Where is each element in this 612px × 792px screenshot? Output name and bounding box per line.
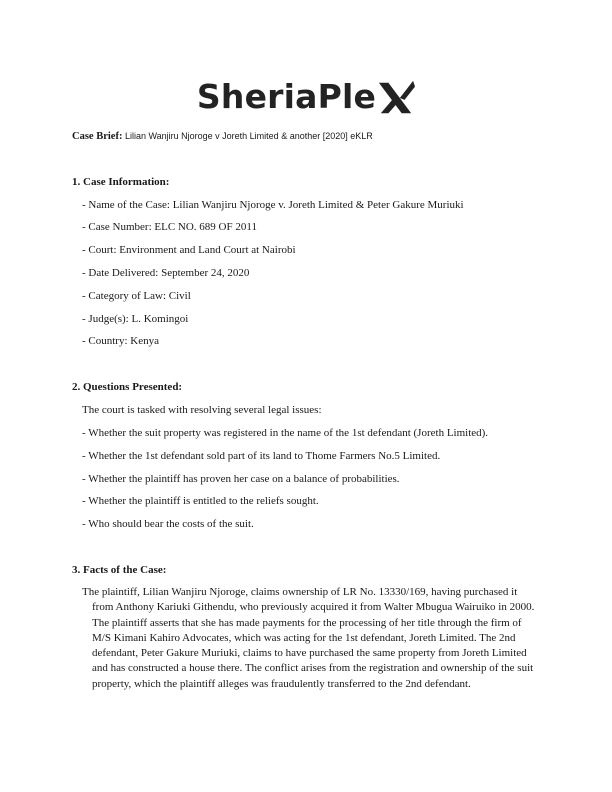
case-info-country: - Country: Kenya: [82, 335, 159, 347]
question-item: - Who should bear the costs of the suit.: [82, 518, 254, 530]
sheriaplex-logo: [0, 70, 612, 122]
question-item: - Whether the suit property was registered in the name of the 1st defendant (Joreth Limited).: [82, 427, 489, 439]
case-brief-title: Lilian Wanjiru Njoroge v Joreth Limited & another [2020] eKLR: [124, 131, 373, 141]
section-heading-case-information: 1. Case Information:: [72, 176, 170, 188]
case-brief-label: Case Brief:: [72, 131, 123, 142]
facts-paragraph: [82, 585, 537, 692]
case-info-name: - Name of the Case: Lilian Wanjiru Njoroge v. Joreth Limited & Peter Gakure Muriuki: [82, 199, 464, 211]
logo-x-mark-icon: [377, 79, 415, 117]
question-item: - Whether the 1st defendant sold part of its land to Thome Farmers No.5 Limited.: [82, 450, 441, 462]
case-info-date: - Date Delivered: September 24, 2020: [82, 267, 250, 279]
question-item: - Whether the plaintiff has proven her case on a balance of probabilities.: [82, 473, 400, 485]
section-heading-questions-presented: 2. Questions Presented:: [72, 381, 183, 393]
questions-intro: The court is tasked with resolving several legal issues:: [82, 404, 322, 416]
case-info-category: - Category of Law: Civil: [82, 290, 191, 302]
facts-body: The plaintiff, Lilian Wanjiru Njoroge, claims ownership of LR No. 13330/169, having purchased it from Anthony Kariuki Githendu, who previously acquired it from Walter Mbugua Wairuiko in 2000. The plaintiff asserts that she has made payments for the processing of her title through the firm of M/S Kimani Kahiro Advocates, which was acting for the 1st defendant, Joreth Limited. The 2nd defendant, Peter Gakure Muriuki, claims to have purchased the same property from Joreth Limited and has constructed a house there. The conflict arises from the registration and ownership of the suit property, which the plaintiff alleges was fraudulently transferred to the 2nd defendant.: [82, 586, 535, 690]
logo-wordmark: SheriaPle: [196, 76, 377, 116]
case-info-court: - Court: Environment and Land Court at Nairobi: [82, 244, 296, 256]
section-heading-facts: 3. Facts of the Case:: [72, 564, 167, 576]
case-brief-line: [72, 130, 373, 143]
case-info-number: - Case Number: ELC NO. 689 OF 2011: [82, 221, 257, 233]
question-item: - Whether the plaintiff is entitled to the reliefs sought.: [82, 495, 319, 507]
case-info-judge: - Judge(s): L. Komingoi: [82, 313, 189, 325]
